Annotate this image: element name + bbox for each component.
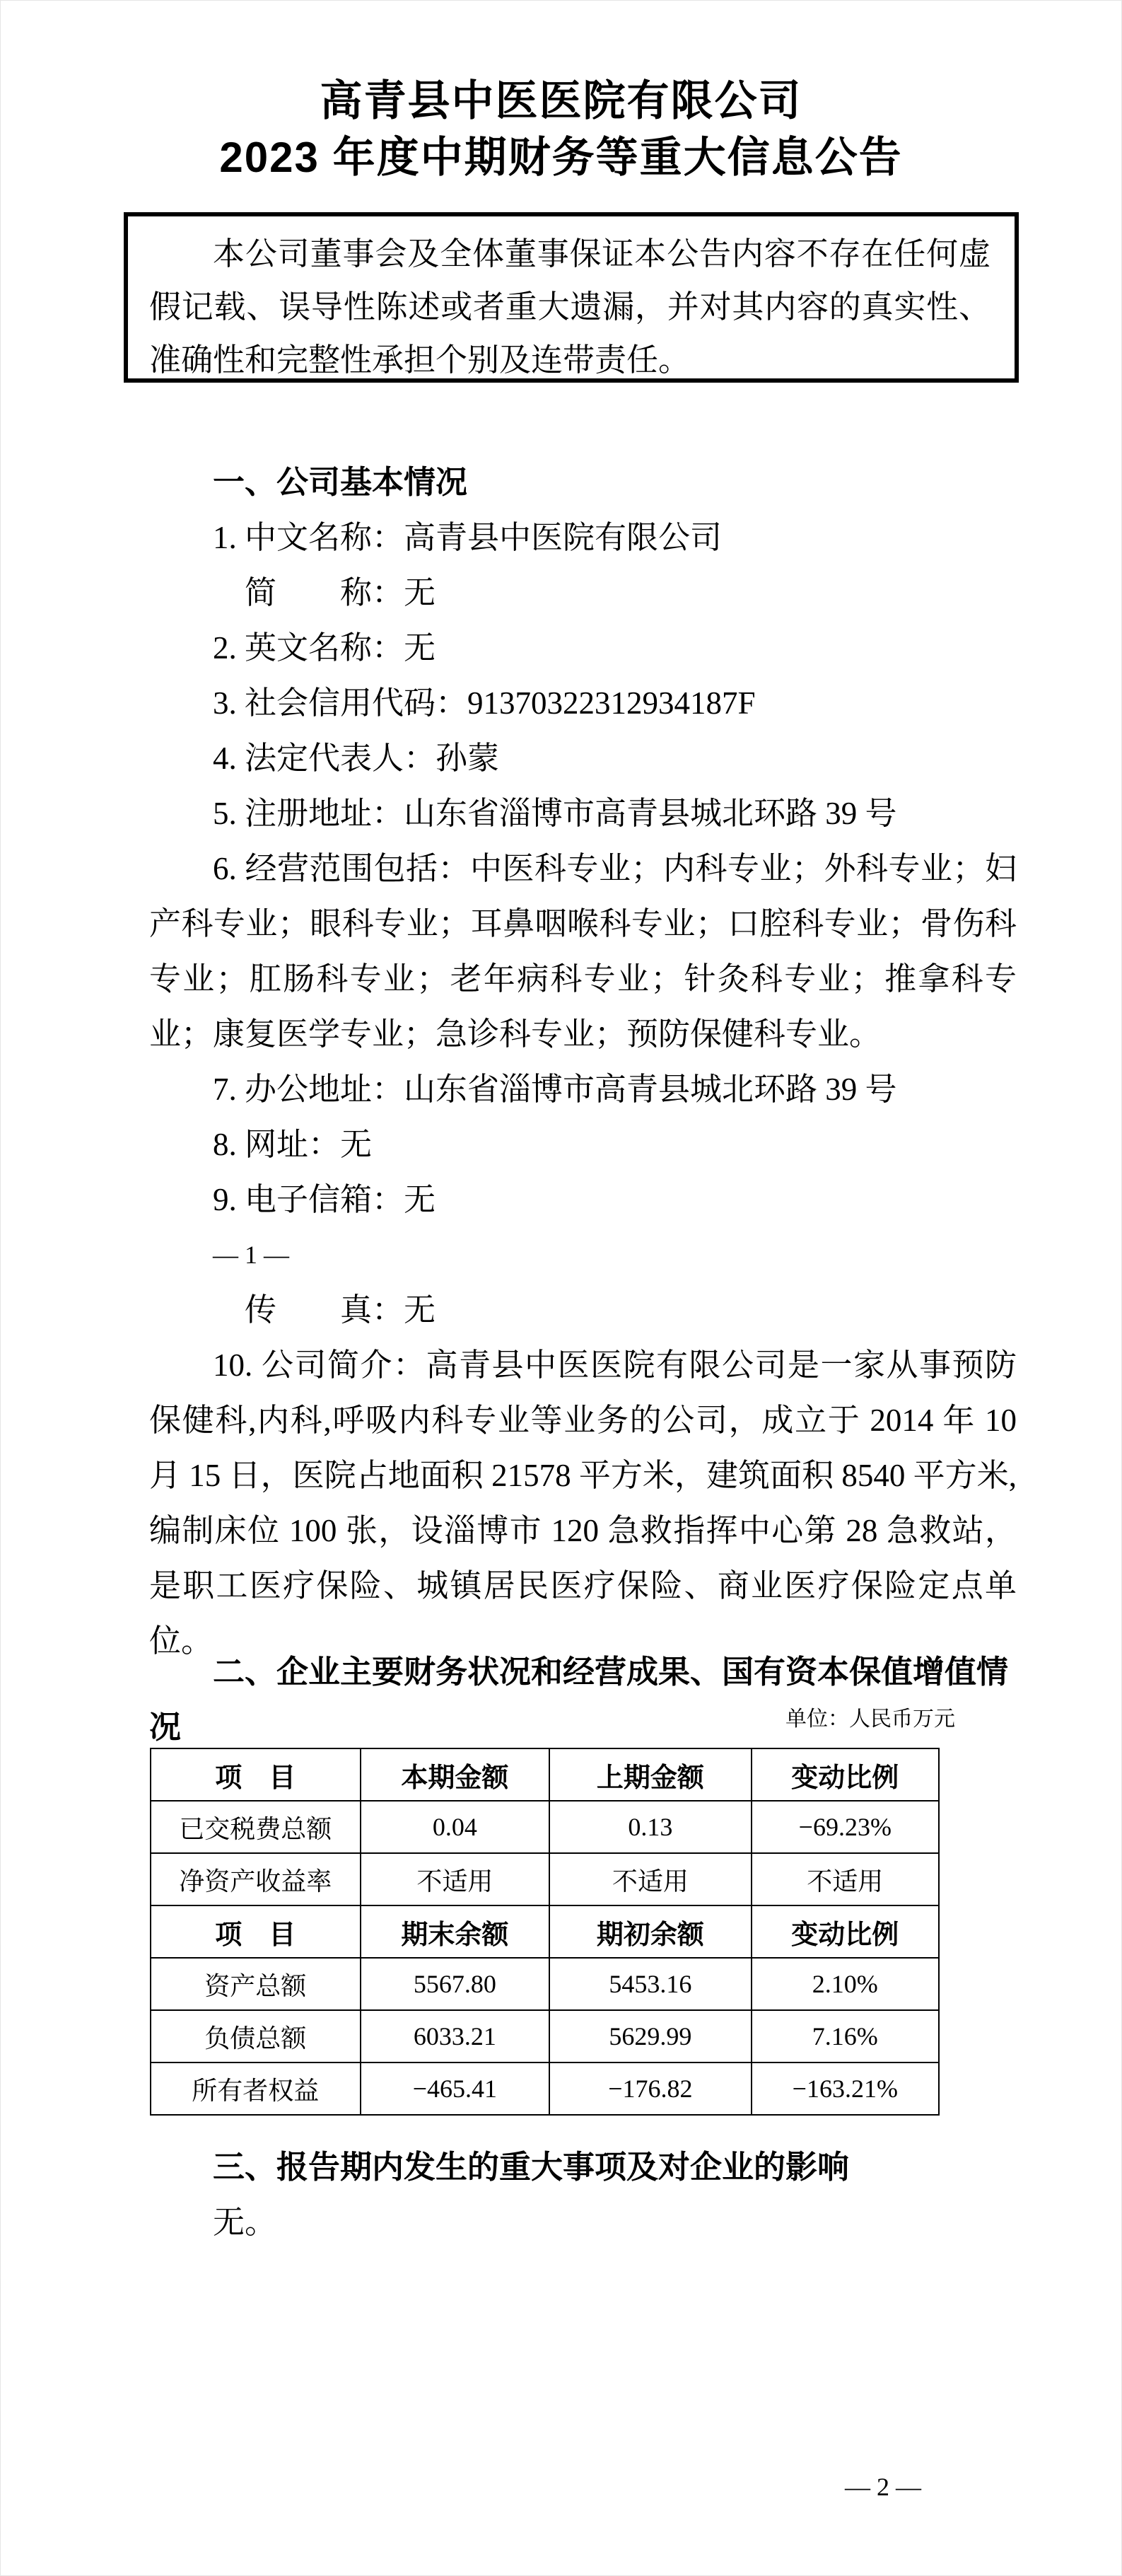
cell-taxes-prior: 0.13 [549, 1801, 751, 1853]
email-line: 9. 电子信箱：无 [213, 1182, 436, 1217]
cell-equity-beginning: −176.82 [549, 2062, 751, 2115]
table-row-roe [151, 1853, 939, 1905]
cell-liabilities-label: 负债总额 [151, 2010, 361, 2062]
table-row-total-assets [151, 1958, 939, 2010]
cell-roe-label: 净资产收益率 [151, 1853, 361, 1905]
section1-heading: 一、公司基本情况 [213, 464, 468, 500]
header-cell-ending-balance: 期末余额 [361, 1905, 550, 1958]
section2-heading: 二、企业主要财务状况和经营成果、国有资本保值增值情况 [149, 1654, 1009, 1745]
header-cell-item: 项 目 [151, 1748, 361, 1801]
cell-roe-change: 不适用 [752, 1853, 939, 1905]
page-number-1: — 1 — [213, 1241, 289, 1269]
header-cell-change-ratio-2: 变动比例 [752, 1905, 939, 1958]
registered-address-line: 5. 注册地址：山东省淄博市高青县城北环路 39 号 [213, 796, 897, 831]
cell-assets-change: 2.10% [752, 1958, 939, 2010]
header-cell-item-2: 项 目 [151, 1905, 361, 1958]
cell-liabilities-change: 7.16% [752, 2010, 939, 2062]
cell-roe-current: 不适用 [361, 1853, 550, 1905]
table-row-taxes-paid [151, 1801, 939, 1853]
cell-liabilities-ending: 6033.21 [361, 2010, 550, 2062]
document-title-line2: 2023 年度中期财务等重大信息公告 [219, 134, 903, 181]
page-number-2: — 2 — [845, 2473, 921, 2501]
office-address-line: 7. 办公地址：山东省淄博市高青县城北环路 39 号 [213, 1072, 897, 1107]
cell-equity-label: 所有者权益 [151, 2062, 361, 2115]
credit-code-line: 3. 社会信用代码：91370322312934187F [213, 685, 756, 721]
table-row-total-liabilities [151, 2010, 939, 2062]
company-abbr-line: 简 称：无 [213, 575, 436, 610]
cell-taxes-change: −69.23% [752, 1801, 939, 1853]
table-header-row-period [151, 1748, 939, 1801]
cell-assets-ending: 5567.80 [361, 1958, 550, 2010]
disclaimer-box [124, 212, 1019, 383]
header-cell-change-ratio: 变动比例 [752, 1748, 939, 1801]
section1-body [149, 455, 1017, 1669]
cell-equity-ending: −465.41 [361, 2062, 550, 2115]
financial-table [150, 1748, 940, 2116]
website-line: 8. 网址：无 [213, 1127, 373, 1162]
cell-equity-change: −163.21% [752, 2062, 939, 2115]
cell-taxes-label: 已交税费总额 [151, 1801, 361, 1853]
cell-assets-label: 资产总额 [151, 1958, 361, 2010]
document-title-line1: 高青县中医医院有限公司 [320, 77, 802, 124]
section3-body [149, 2140, 1017, 2250]
cell-assets-beginning: 5453.16 [549, 1958, 751, 2010]
company-name-en-line: 2. 英文名称：无 [213, 630, 436, 666]
fax-line: 传 真：无 [213, 1292, 436, 1328]
disclaimer-text: 本公司董事会及全体董事保证本公告内容不存在任何虚假记载、误导性陈述或者重大遗漏，并对其内容的真实性、准确性和完整性承担个别及连带责任。 [149, 236, 990, 378]
cell-taxes-current: 0.04 [361, 1801, 550, 1853]
company-intro-paragraph: 10. 公司简介：高青县中医医院有限公司是一家从事预防保健科,内科,呼吸内科专业等业务的公司，成立于 2014 年 10 月 15 日，医院占地面积 21578 平方米，建筑面积 8540 平方米,编制床位 100 张，设淄博市 120 急救指挥中心第 28 急救站，是职工医疗保险、城镇居民医疗保险、商业医疗保险定点单位。 [149, 1347, 1017, 1659]
legal-representative-line: 4. 法定代表人：孙蒙 [213, 741, 500, 776]
currency-unit-note: 单位：人民币万元 [785, 1707, 955, 1731]
cell-liabilities-beginning: 5629.99 [549, 2010, 751, 2062]
section3-content: 无。 [213, 2205, 277, 2240]
cell-roe-prior: 不适用 [549, 1853, 751, 1905]
header-cell-prior-amount: 上期金额 [549, 1748, 751, 1801]
document-title [1, 73, 1121, 186]
section3-heading: 三、报告期内发生的重大事项及对企业的影响 [213, 2149, 850, 2185]
table-header-row-balance [151, 1905, 939, 1958]
table-row-owners-equity [151, 2062, 939, 2115]
company-name-cn-line: 1. 中文名称：高青县中医院有限公司 [213, 520, 723, 555]
business-scope-paragraph: 6. 经营范围包括：中医科专业；内科专业；外科专业；妇产科专业；眼科专业；耳鼻咽喉科专业；口腔科专业；骨伤科专业；肛肠科专业；老年病科专业；针灸科专业；推拿科专业；康复医学专业；急诊科专业；预防保健科专业。 [149, 851, 1017, 1052]
header-cell-beginning-balance: 期初余额 [549, 1905, 751, 1958]
header-cell-current-amount: 本期金额 [361, 1748, 550, 1801]
